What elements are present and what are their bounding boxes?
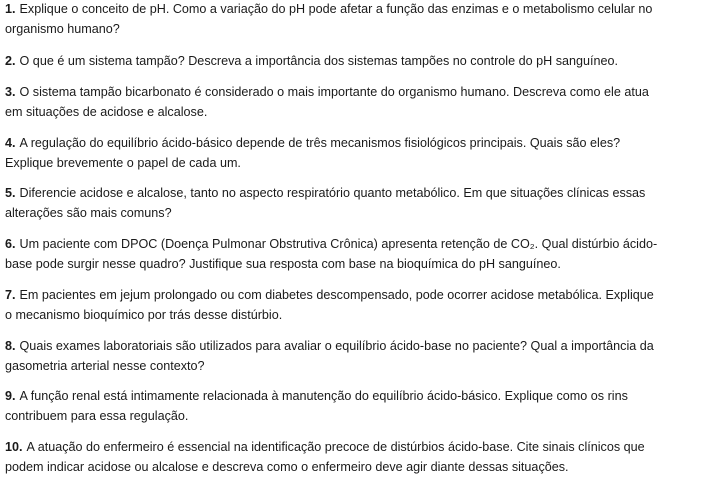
question-6	[5, 235, 706, 274]
question-7-number: 7.	[5, 288, 16, 302]
question-2-line-1	[5, 52, 706, 72]
question-9	[5, 387, 706, 426]
question-8-line-1	[5, 337, 706, 357]
question-3-text-1: O sistema tampão bicarbonato é considerado o mais importante do organismo humano. Descreva como ele atua	[19, 85, 649, 99]
question-5-line-1	[5, 184, 706, 204]
question-1-text-1: Explique o conceito de pH. Como a variação do pH pode afetar a função das enzimas e o metabolismo celular no	[19, 2, 653, 16]
question-1-line-1	[5, 0, 706, 20]
question-8-number: 8.	[5, 339, 16, 353]
question-1	[5, 0, 706, 39]
question-10	[5, 438, 706, 477]
question-10-number: 10.	[5, 440, 23, 454]
question-7-text-2: o mecanismo bioquímico por trás desse distúrbio.	[5, 307, 283, 322]
question-6-text-1: Um paciente com DPOC (Doença Pulmonar Obstrutiva Crônica) apresenta retenção de CO₂. Qual distúrbio ácido-	[19, 237, 658, 251]
question-3-line-1	[5, 83, 706, 103]
question-3-text-2: em situações de acidose e alcalose.	[5, 104, 208, 119]
question-10-line-1	[5, 438, 706, 458]
question-6-number: 6.	[5, 237, 16, 251]
question-1-text-2: organismo humano?	[5, 21, 120, 36]
question-9-line-1	[5, 387, 706, 407]
question-1-number: 1.	[5, 2, 16, 16]
question-2-number: 2.	[5, 54, 16, 68]
question-4	[5, 134, 706, 173]
question-4-text-2: Explique brevemente o papel de cada um.	[5, 155, 241, 170]
question-3	[5, 83, 706, 122]
question-8-text-1: Quais exames laboratoriais são utilizados para avaliar o equilíbrio ácido-base no paciente? Qual a importância da	[19, 339, 654, 353]
question-5	[5, 184, 706, 223]
question-7-line-1	[5, 286, 706, 306]
question-4-line-1	[5, 134, 706, 154]
question-9-number: 9.	[5, 389, 16, 403]
question-5-text-1: Diferencie acidose e alcalose, tanto no aspecto respiratório quanto metabólico. Em que situações clínicas essas	[19, 186, 646, 200]
question-2	[5, 52, 706, 72]
question-10-text-1: A atuação do enfermeiro é essencial na identificação precoce de distúrbios ácido-base. Cite sinais clínicos que	[26, 440, 645, 454]
question-10-text-2: podem indicar acidose ou alcalose e descreva como o enfermeiro deve agir diante dessas situações.	[5, 459, 569, 474]
question-6-text-2: base pode surgir nesse quadro? Justifique sua resposta com base na bioquímica do pH sanguíneo.	[5, 256, 561, 271]
question-5-number: 5.	[5, 186, 16, 200]
question-7-text-1: Em pacientes em jejum prolongado ou com diabetes descompensado, pode ocorrer acidose metabólica. Explique	[19, 288, 654, 302]
question-6-line-1	[5, 235, 706, 255]
question-7	[5, 286, 706, 325]
question-4-text-1: A regulação do equilíbrio ácido-básico depende de três mecanismos fisiológicos principais. Quais são eles?	[19, 136, 621, 150]
question-9-text-2: contribuem para essa regulação.	[5, 408, 189, 423]
question-9-text-1: A função renal está intimamente relacionada à manutenção do equilíbrio ácido-básico. Explique como os rins	[19, 389, 628, 403]
question-8-text-2: gasometria arterial nesse contexto?	[5, 358, 205, 373]
question-5-text-2: alterações são mais comuns?	[5, 205, 172, 220]
question-4-number: 4.	[5, 136, 16, 150]
question-8	[5, 337, 706, 376]
question-2-text-1: O que é um sistema tampão? Descreva a importância dos sistemas tampões no controle do pH sanguíneo.	[19, 54, 619, 68]
question-3-number: 3.	[5, 85, 16, 99]
